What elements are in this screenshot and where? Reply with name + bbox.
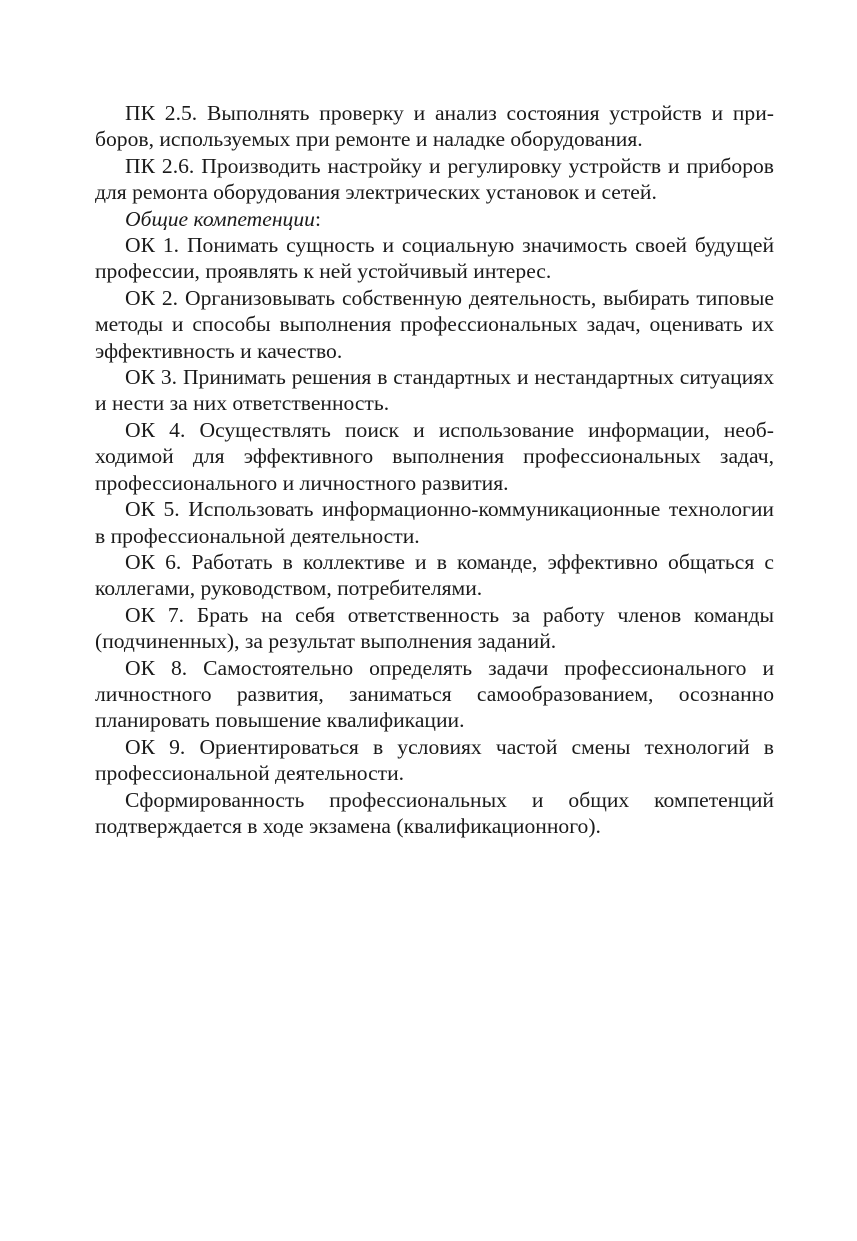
general-competencies-heading xyxy=(95,206,774,232)
general-competencies-heading-colon: : xyxy=(314,206,321,231)
competency-ok-7: ОК 7. Брать на себя ответственность за работу членов команды (подчиненных), за результат выполнения заданий. xyxy=(95,602,774,654)
competency-ok-4: ОК 4. Осуществлять поиск и использование информации, необходимой для эффективного выполнения профессиональных задач, профессионального и личностного развития. xyxy=(95,417,774,495)
competency-ok-3: ОК 3. Принимать решения в стандартных и нестандартных ситуациях и нести за них ответственность. xyxy=(95,365,774,416)
competency-ok-9: ОК 9. Ориентироваться в условиях частой смены технологий в профессиональной деятельности. xyxy=(95,734,774,786)
competency-pk-2-6: ПК 2.6. Производить настройку и регулировку устройств и приборов для ремонта оборудования электрических установок и сетей. xyxy=(95,153,774,205)
competency-ok-8: ОК 8. Самостоятельно определять задачи профессионального и личностного развития, заниматься самообразованием, осознанно планировать повышение квалификации. xyxy=(95,655,774,733)
general-competencies-heading-text: Общие компетенции xyxy=(125,206,315,231)
competency-pk-2-5: ПК 2.5. Выполнять проверку и анализ состояния устройств и приборов, используемых при ремонте и наладке оборудования. xyxy=(95,101,774,152)
document-page xyxy=(95,100,774,839)
closing-paragraph: Сформированность профессиональных и общих компетенций подтверждается в ходе экзамена (квалификационного). xyxy=(95,787,774,838)
competency-ok-6: ОК 6. Работать в коллективе и в команде, эффективно общаться с коллегами, руководством, потребителями. xyxy=(95,549,774,601)
competency-ok-1: ОК 1. Понимать сущность и социальную значимость своей будущей профессии, проявлять к ней устойчивый интерес. xyxy=(95,233,774,284)
competency-ok-2: ОК 2. Организовывать собственную деятельность, выбирать типовые методы и способы выполнения профессиональных задач, оценивать их эффективность и качество. xyxy=(95,285,774,363)
competency-ok-5: ОК 5. Использовать информационно-коммуникационные технологии в профессиональной деятельности. xyxy=(95,497,774,548)
